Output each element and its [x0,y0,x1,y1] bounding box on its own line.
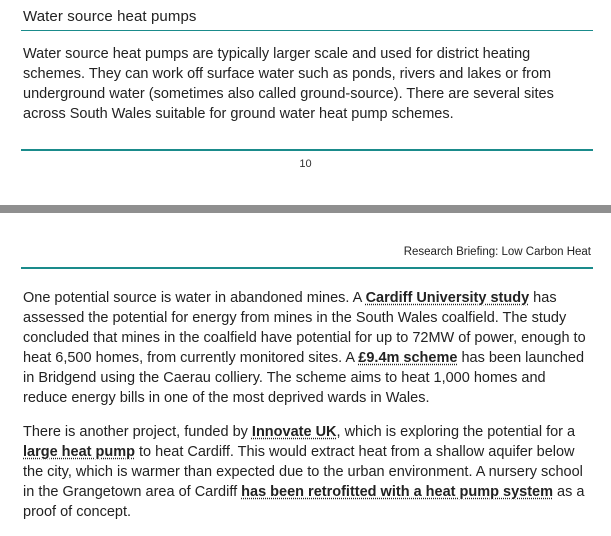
link-cardiff-university-study[interactable]: Cardiff University study [365,290,530,306]
section-heading: Water source heat pumps [23,8,197,25]
page-separator [0,205,611,213]
heading-underline [21,30,593,31]
link-innovate-uk[interactable]: Innovate UK [251,424,337,440]
text-span: has been launched in Bridgend using the Caerau colliery. The scheme aims to heat 1,000 homes and reduce energy bills in one of the most deprived wards in Wales. [23,350,585,406]
header-rule [21,267,593,269]
page-10-bottom [0,0,611,205]
link-large-heat-pump[interactable]: large heat pump [23,444,135,460]
page-number: 10 [299,158,312,170]
text-span: One potential source is water in abandoned mines. A [23,290,366,306]
paragraph-water-source: Water source heat pumps are typically larger scale and used for district heating schemes. They can work off surface water such as ponds, rivers and lakes or from underground water (sometimes also called ground-source). There are several sites across South Wales suitable for ground water heat pump schemes. [23,46,554,122]
paragraph-innovate-uk [23,422,593,522]
text-span: , which is exploring the potential for a [336,424,576,440]
paragraph-mine-water [23,288,593,408]
text-span: to heat Cardiff. This would extract heat from a shallow aquifer below the city, which is warmer than expected due to the urban environment. A nursery school in the Grangetown area of Cardiff [23,444,583,500]
link-retrofitted-heat-pump-system[interactable]: has been retrofitted with a heat pump system [241,484,553,500]
text-span: has assessed the potential for energy from mines in the South Wales coalfield. The study concluded that mines in the coalfield have potential for up to 72MW of power, enough to heat 6,500 homes, from currently monitored sites. A [23,290,586,366]
link-9-4m-scheme[interactable]: £9.4m scheme [358,350,458,366]
running-header: Research Briefing: Low Carbon Heat [403,246,591,258]
text-span: as a proof of concept. [23,484,585,520]
footer-rule [21,149,593,151]
text-span: There is another project, funded by [23,424,252,440]
